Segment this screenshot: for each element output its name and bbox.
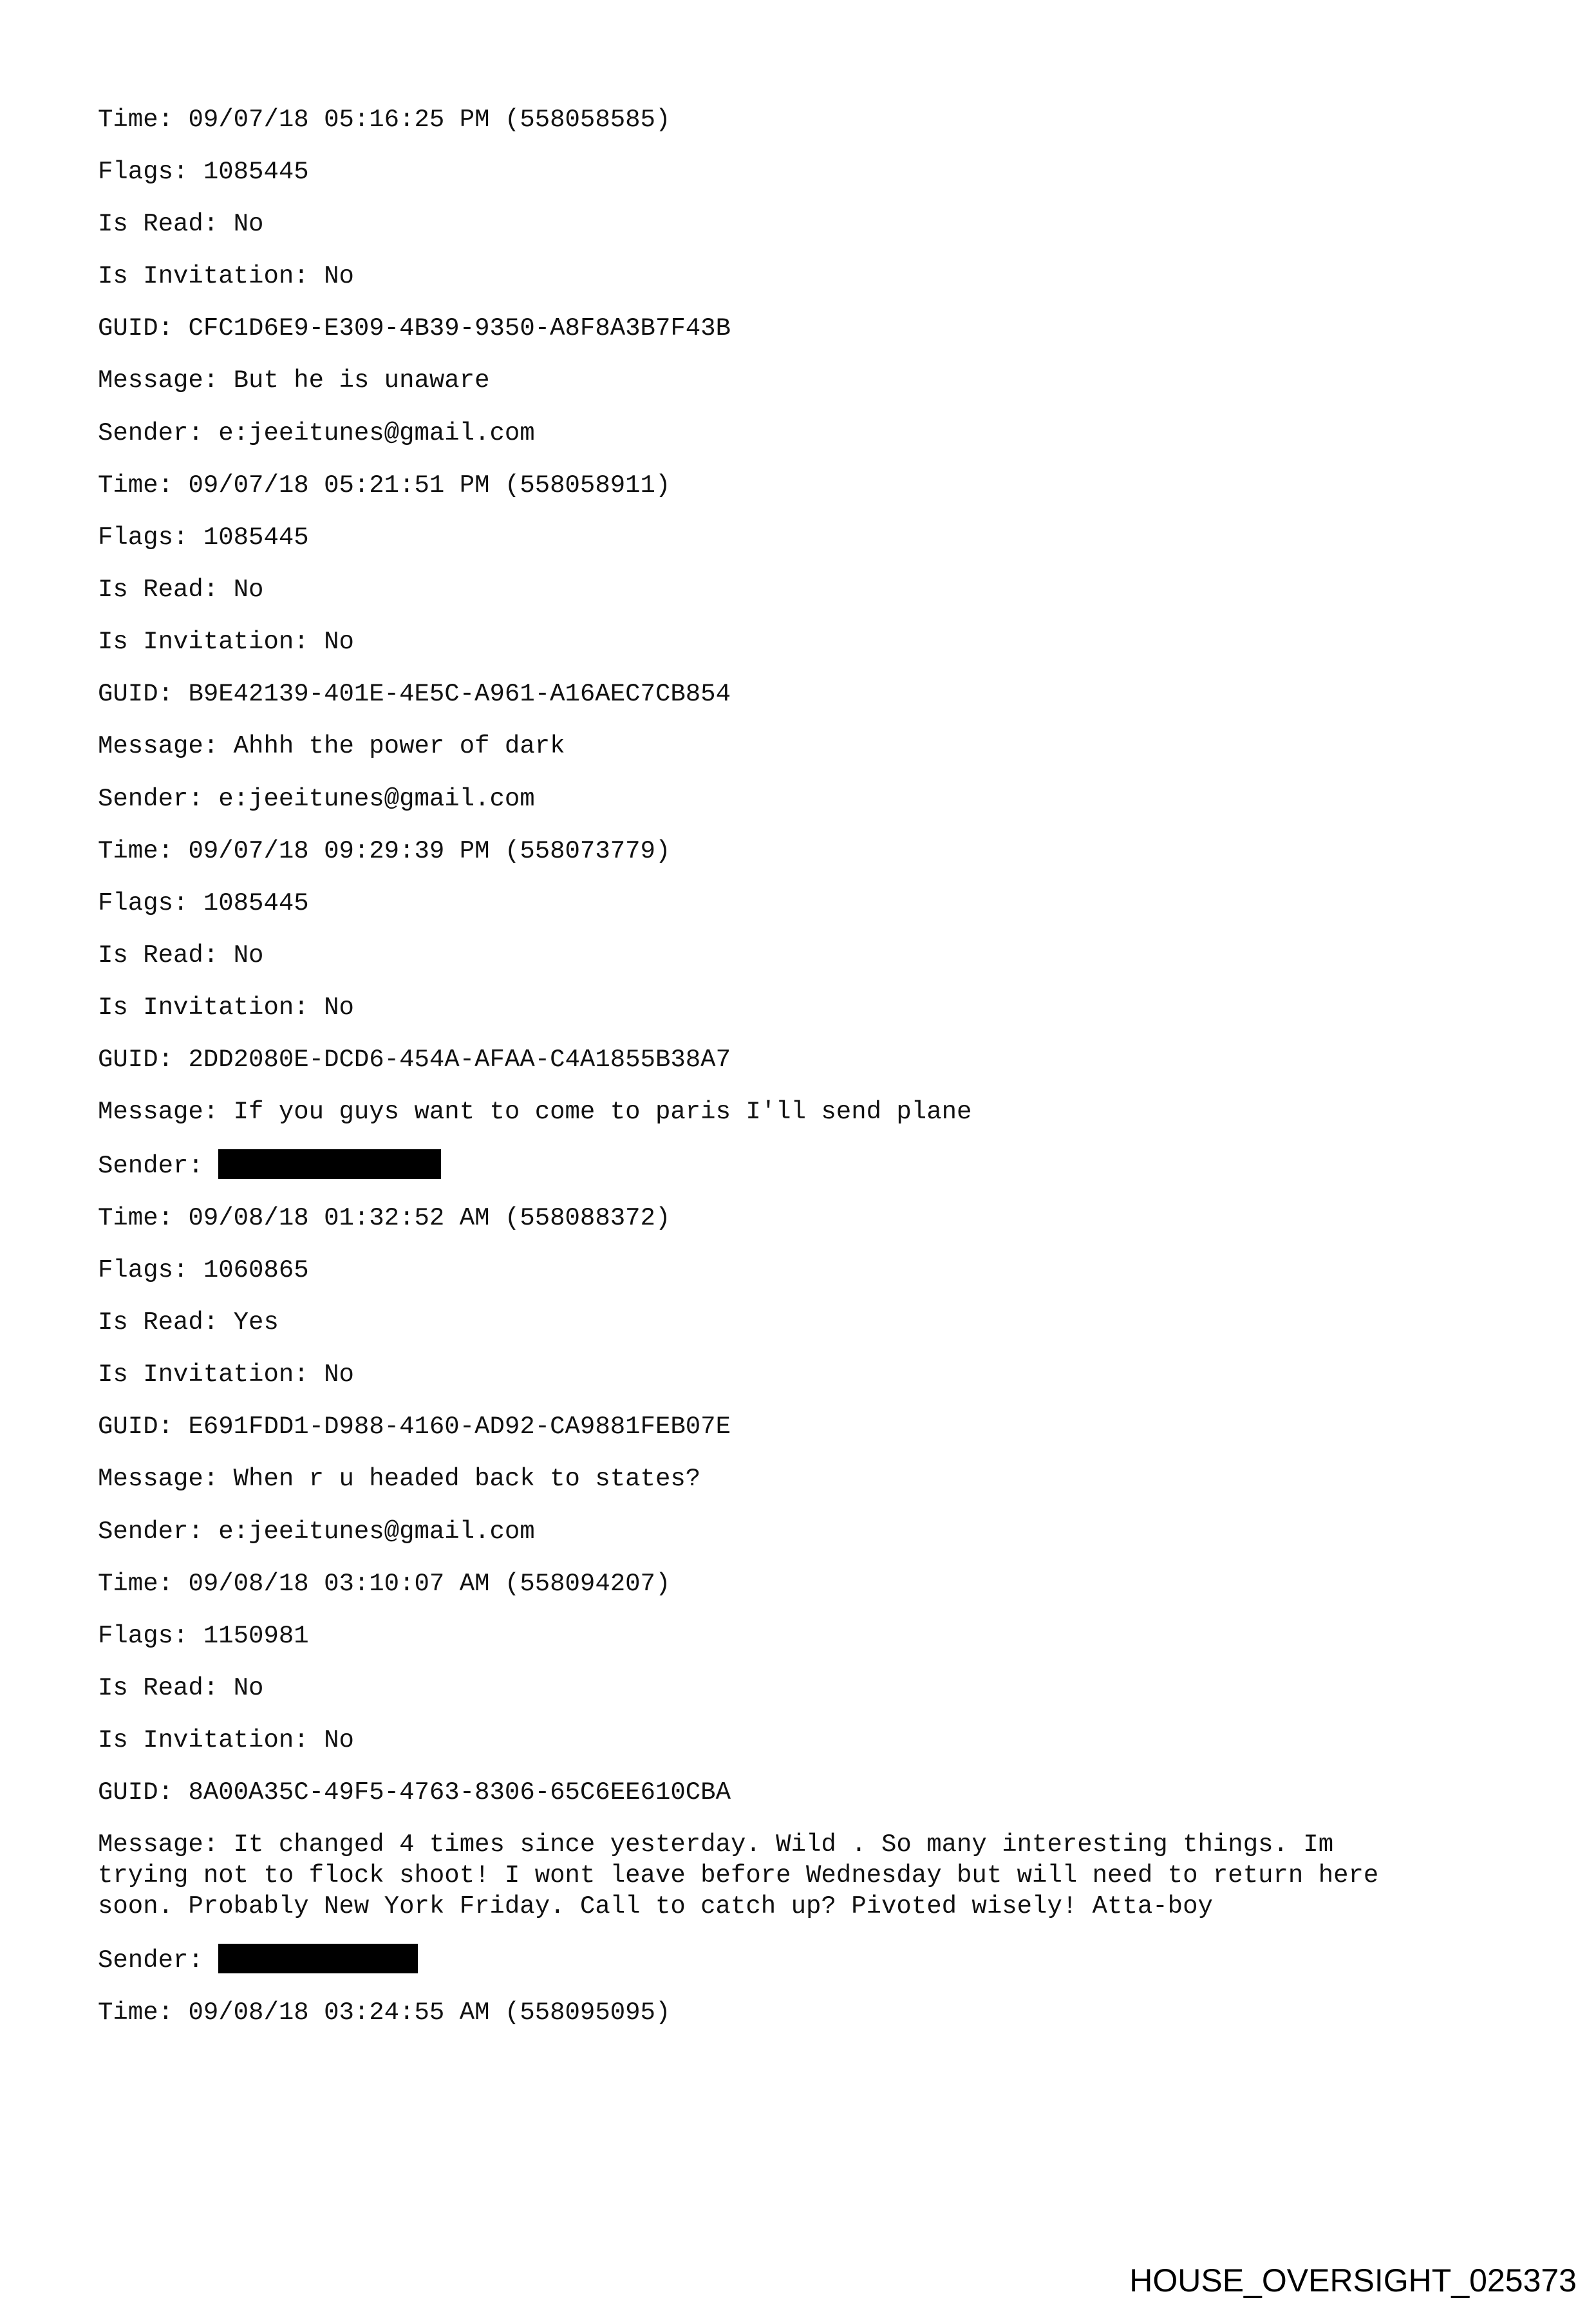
message-label: Message:: [98, 366, 234, 395]
is-read-line: [98, 1673, 1514, 1704]
guid-line: [98, 679, 1514, 710]
time-label: Time:: [98, 471, 189, 500]
is-invitation-value: No: [324, 1360, 354, 1389]
sender-line: [98, 1944, 1514, 1976]
flags-line: [98, 1255, 1514, 1286]
sender-value: e:jeeitunes@gmail.com: [218, 1518, 535, 1546]
flags-label: Flags:: [98, 523, 203, 552]
flags-value: 1150981: [203, 1622, 309, 1650]
sender-line: [98, 418, 1514, 449]
message-text: If you guys want to come to paris I'll send plane: [233, 1098, 972, 1126]
sender-line: [98, 1516, 1514, 1547]
time-label: Time:: [98, 1204, 189, 1232]
message-label: Message:: [98, 732, 234, 760]
is-invitation-value: No: [324, 993, 354, 1022]
message-label: Message:: [98, 1098, 234, 1126]
flags-line: [98, 888, 1514, 919]
guid-line: [98, 1044, 1514, 1075]
message-text: Ahhh the power of dark: [233, 732, 565, 760]
is-read-line: [98, 940, 1514, 971]
flags-line: [98, 522, 1514, 553]
flags-value: 1085445: [203, 158, 309, 186]
redaction-box: [218, 1149, 441, 1179]
sender-label: Sender:: [98, 1518, 219, 1546]
is-read-line: [98, 1307, 1514, 1338]
message-line: [98, 365, 1514, 396]
is-invitation-line: [98, 1359, 1514, 1390]
time-value: 09/07/18 05:21:51 PM (558058911): [188, 471, 671, 500]
sender-label: Sender:: [98, 1946, 219, 1975]
guid-value: E691FDD1-D988-4160-AD92-CA9881FEB07E: [188, 1413, 731, 1441]
sender-line: [98, 1149, 1514, 1181]
flags-value: 1085445: [203, 889, 309, 917]
time-line: [98, 1203, 1514, 1234]
is-invitation-value: No: [324, 262, 354, 290]
message-line: [98, 1096, 1514, 1127]
is-invitation-line: [98, 626, 1514, 657]
time-value: 09/08/18 01:32:52 AM (558088372): [188, 1204, 671, 1232]
message-line: [98, 1463, 1514, 1494]
redaction-box: [218, 1944, 418, 1973]
is-read-value: Yes: [233, 1308, 279, 1337]
is-read-value: No: [233, 576, 264, 604]
is-invitation-value: No: [324, 1726, 354, 1754]
is-invitation-label: Is Invitation:: [98, 628, 324, 656]
flags-label: Flags:: [98, 158, 203, 186]
flags-label: Flags:: [98, 889, 203, 917]
sender-label: Sender:: [98, 419, 219, 447]
time-label: Time:: [98, 1998, 189, 2027]
is-read-line: [98, 574, 1514, 605]
is-read-label: Is Read:: [98, 210, 234, 238]
is-invitation-line: [98, 261, 1514, 292]
is-invitation-line: [98, 992, 1514, 1023]
sender-label: Sender:: [98, 785, 219, 813]
time-line: [98, 1568, 1514, 1599]
message-record: [98, 104, 1514, 396]
guid-value: 8A00A35C-49F5-4763-8306-65C6EE610CBA: [188, 1778, 731, 1807]
guid-value: 2DD2080E-DCD6-454A-AFAA-C4A1855B38A7: [188, 1046, 731, 1074]
message-record: [98, 784, 1514, 1127]
flags-label: Flags:: [98, 1622, 203, 1650]
is-invitation-value: No: [324, 628, 354, 656]
guid-label: GUID:: [98, 1046, 189, 1074]
guid-label: GUID:: [98, 1413, 189, 1441]
flags-label: Flags:: [98, 1256, 203, 1284]
guid-line: [98, 1411, 1514, 1442]
time-line: [98, 836, 1514, 867]
is-read-value: No: [233, 210, 264, 238]
time-line: [98, 104, 1514, 135]
guid-label: GUID:: [98, 680, 189, 708]
flags-line: [98, 156, 1514, 187]
time-value: 09/08/18 03:10:07 AM (558094207): [188, 1570, 671, 1598]
is-read-line: [98, 209, 1514, 240]
time-value: 09/08/18 03:24:55 AM (558095095): [188, 1998, 671, 2027]
guid-label: GUID:: [98, 1778, 189, 1807]
sender-value: e:jeeitunes@gmail.com: [218, 419, 535, 447]
is-invitation-line: [98, 1725, 1514, 1756]
time-line: [98, 1997, 1514, 2028]
message-text: But he is unaware: [233, 366, 490, 395]
message-label: Message:: [98, 1830, 234, 1859]
message-record: [98, 1149, 1514, 1494]
guid-line: [98, 313, 1514, 344]
time-label: Time:: [98, 1570, 189, 1598]
is-read-label: Is Read:: [98, 1674, 234, 1702]
message-record: [98, 1944, 1514, 2028]
message-record: [98, 1516, 1514, 1922]
time-value: 09/07/18 09:29:39 PM (558073779): [188, 837, 671, 865]
flags-value: 1085445: [203, 523, 309, 552]
message-record: [98, 418, 1514, 762]
time-line: [98, 470, 1514, 501]
is-invitation-label: Is Invitation:: [98, 262, 324, 290]
is-read-value: No: [233, 941, 264, 970]
is-read-value: No: [233, 1674, 264, 1702]
message-text: When r u headed back to states?: [233, 1465, 701, 1493]
guid-line: [98, 1777, 1514, 1808]
message-log: [98, 104, 1514, 2050]
sender-label: Sender:: [98, 1152, 219, 1180]
guid-label: GUID:: [98, 314, 189, 343]
guid-value: B9E42139-401E-4E5C-A961-A16AEC7CB854: [188, 680, 731, 708]
time-value: 09/07/18 05:16:25 PM (558058585): [188, 106, 671, 134]
message-label: Message:: [98, 1465, 234, 1493]
message-line: [98, 731, 1514, 762]
is-invitation-label: Is Invitation:: [98, 993, 324, 1022]
bates-number: HOUSE_OVERSIGHT_025373: [1129, 2262, 1577, 2298]
is-read-label: Is Read:: [98, 1308, 234, 1337]
is-read-label: Is Read:: [98, 576, 234, 604]
sender-value: e:jeeitunes@gmail.com: [218, 785, 535, 813]
message-text: It changed 4 times since yesterday. Wild . So many interesting things. Im trying not to flock shoot! I wont leave before Wednesday but will need to return here soon. Probably New York Friday. Call to catch up? Pivoted wisely! Atta-boy: [98, 1830, 1379, 1921]
time-label: Time:: [98, 106, 189, 134]
time-label: Time:: [98, 837, 189, 865]
flags-line: [98, 1621, 1514, 1651]
is-invitation-label: Is Invitation:: [98, 1360, 324, 1389]
is-read-label: Is Read:: [98, 941, 234, 970]
is-invitation-label: Is Invitation:: [98, 1726, 324, 1754]
message-line: [98, 1829, 1514, 1922]
guid-value: CFC1D6E9-E309-4B39-9350-A8F8A3B7F43B: [188, 314, 731, 343]
flags-value: 1060865: [203, 1256, 309, 1284]
sender-line: [98, 784, 1514, 814]
